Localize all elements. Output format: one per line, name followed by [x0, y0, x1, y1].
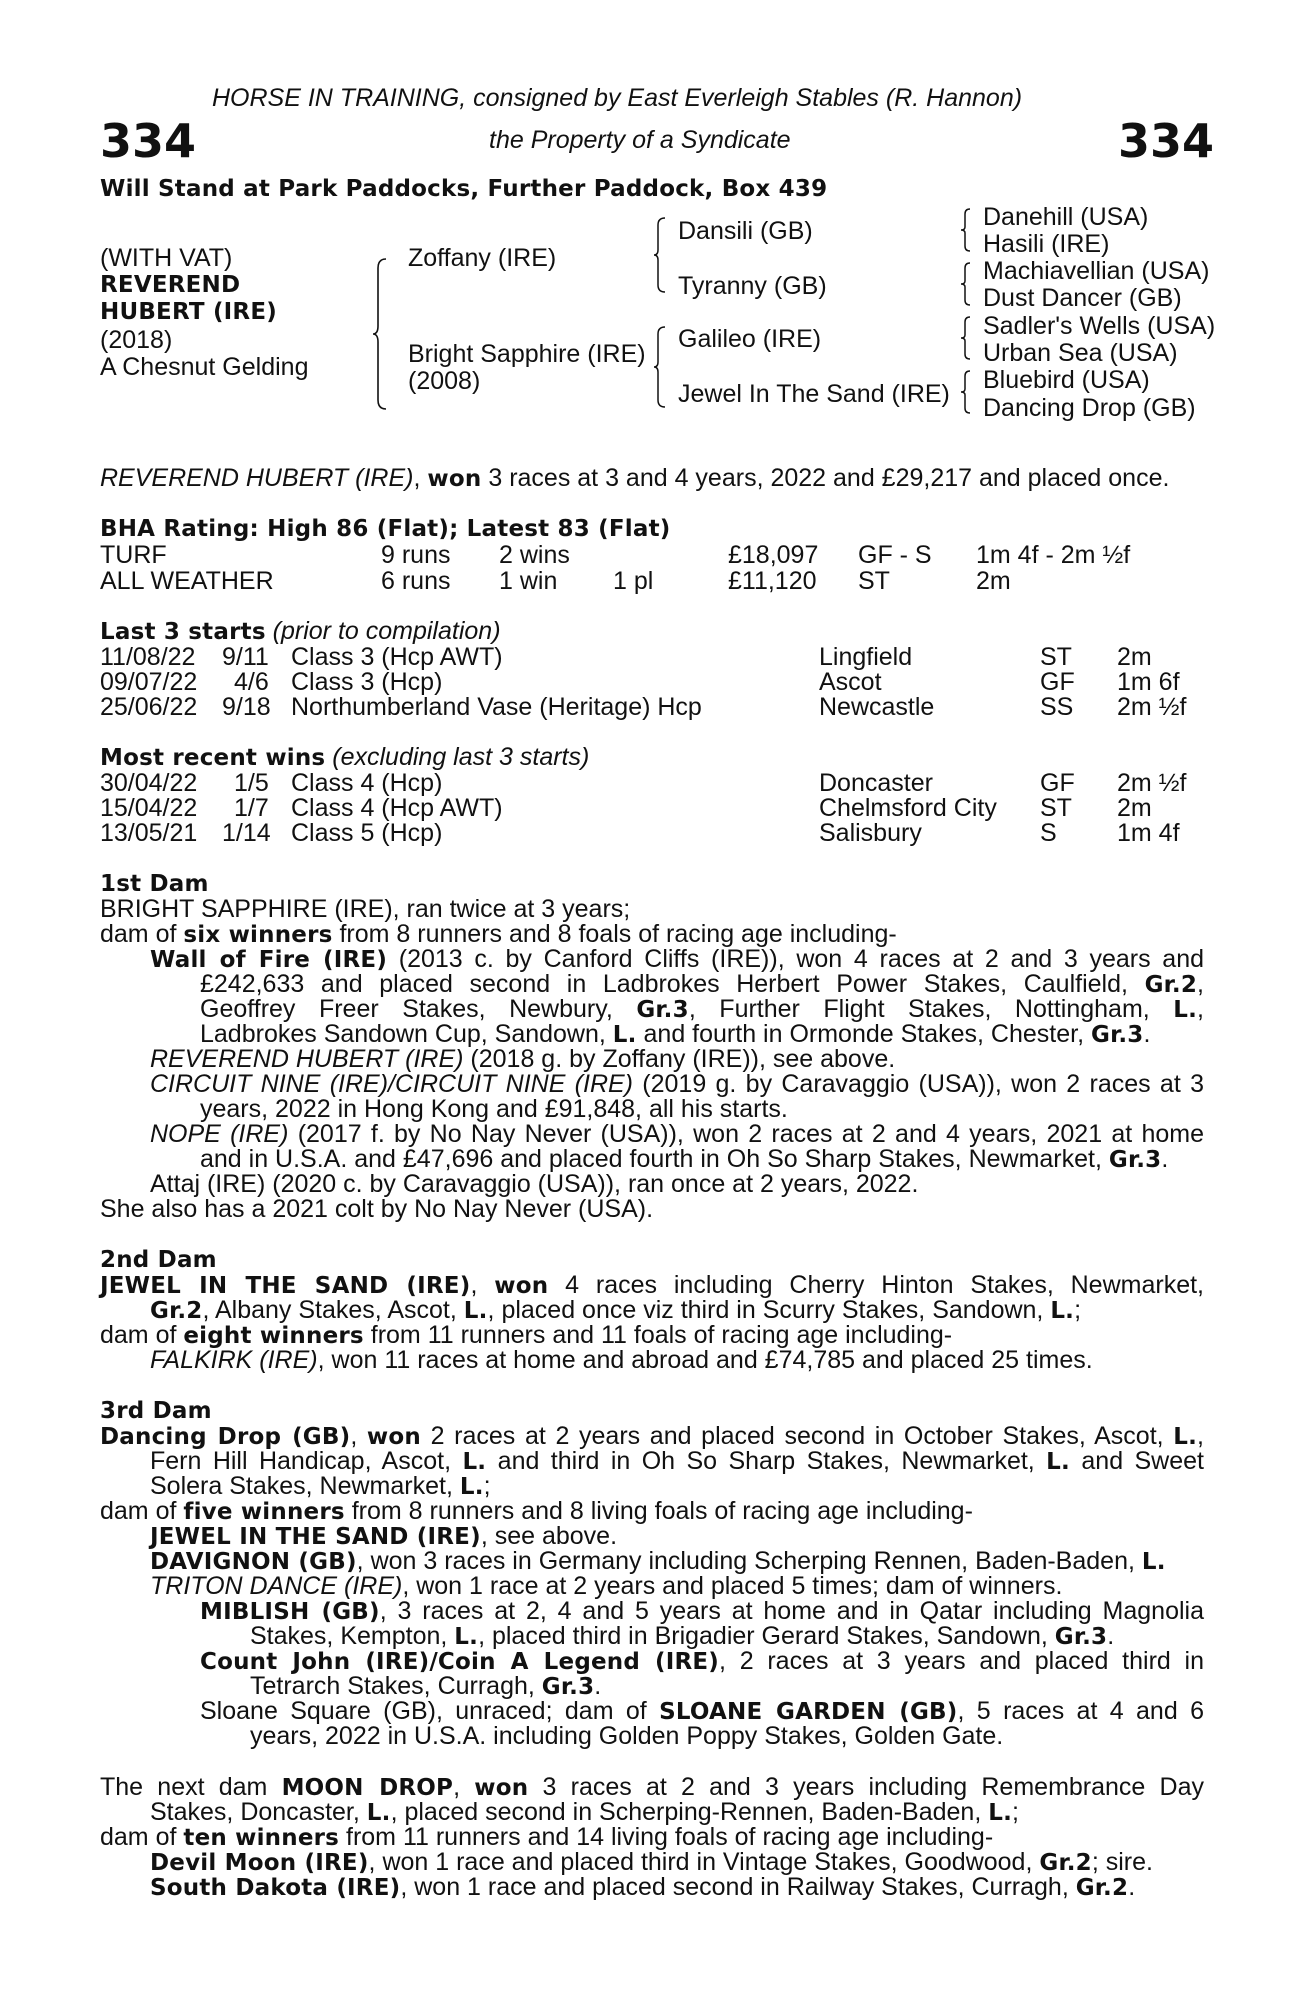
grade: Gr.3: [1091, 1022, 1144, 1048]
pedigree-dam-year: (2008): [408, 367, 481, 395]
text: (2019 g. by Caravaggio (USA)), won 2 races at 3: [633, 1070, 1204, 1098]
text: dam of: [100, 920, 184, 948]
text: dam of: [100, 1497, 184, 1525]
text: £242,633 and placed second in Ladbrokes Herbert Power Stakes, Caulfield,: [200, 970, 1145, 998]
text: ,: [1197, 970, 1204, 998]
text: .: [1161, 1145, 1169, 1173]
text: ; sire.: [1091, 1848, 1153, 1876]
rating-cell: GF - S: [858, 541, 932, 569]
horse-name-line1: REVEREND: [100, 272, 241, 298]
text: ;: [483, 1472, 491, 1500]
nextdam-southdakota: [150, 1875, 1204, 1901]
pedigree-dam: Bright Sapphire (IRE): [408, 340, 646, 368]
text: and in U.S.A. and £47,696 and placed fourth in Oh So Sharp Stakes, Newmarket,: [200, 1145, 1109, 1173]
progeny-name: Count John (IRE)/Coin A Legend (IRE): [200, 1649, 720, 1675]
rating-cell: 9 runs: [381, 541, 451, 569]
bha-rating-title: BHA Rating: High 86 (Flat); Latest 83 (Flat): [100, 516, 671, 542]
horse-year: (2018): [100, 326, 173, 354]
rating-cell: ALL WEATHER: [100, 567, 274, 595]
wins-pos: 1/14: [222, 819, 271, 847]
dam1-colt: She also has a 2021 colt by No Nay Never (USA).: [100, 1195, 654, 1223]
horse-description: A Chesnut Gelding: [100, 353, 309, 381]
listed: L.: [462, 1449, 487, 1475]
text: , won 1 race at 2 years and placed 5 times; dam of winners.: [402, 1572, 1063, 1600]
text: , placed once viz third in Scurry Stakes, Sandown,: [487, 1296, 1051, 1324]
text: , won 1 race and placed second in Railway Stakes, Curragh,: [400, 1873, 1076, 1901]
last3-course: Ascot: [819, 668, 882, 696]
text: (2013 c. by Canford Cliffs (IRE)), won 4 races at 2 and 3 years and: [387, 945, 1205, 973]
text: , won 3 races in Germany including Scherping Rennen, Baden-Baden,: [356, 1547, 1142, 1575]
progeny-name: NOPE (IRE): [150, 1120, 289, 1148]
wins-date: 30/04/22: [100, 769, 198, 797]
wins-race: Class 4 (Hcp): [291, 769, 443, 797]
dam-name: Dancing Drop (GB): [100, 1424, 351, 1450]
text: , 2 races at 3 years and placed third in: [719, 1647, 1204, 1675]
last3-date: 09/07/22: [100, 668, 198, 696]
wins-going: ST: [1040, 794, 1072, 822]
grade: Gr.3: [1054, 1624, 1108, 1650]
wins-heading: [100, 745, 589, 771]
text: The next dam: [100, 1773, 282, 1801]
listed: L.: [1046, 1449, 1070, 1475]
pedigree-ggs-7: Bluebird (USA): [983, 366, 1150, 394]
last3-going: ST: [1040, 643, 1072, 671]
last3-title: Last 3 starts: [100, 619, 266, 645]
grade: Gr.3: [541, 1674, 595, 1700]
grade: Gr.2: [1075, 1875, 1129, 1901]
wins-pos: 1/7: [234, 794, 269, 822]
wins-race: Class 4 (Hcp AWT): [291, 794, 503, 822]
listed: L.: [1141, 1549, 1166, 1575]
dam1-attaj: Attaj (IRE) (2020 c. by Caravaggio (USA)), ran once at 2 years, 2022.: [150, 1170, 919, 1198]
progeny-name: JEWEL IN THE SAND (IRE): [150, 1524, 481, 1550]
text: 4 races including Cherry Hinton Stakes, Newmarket,: [548, 1271, 1204, 1299]
last3-dist: 2m ½f: [1117, 693, 1187, 721]
listed: L.: [366, 1800, 391, 1826]
listed: L.: [1173, 997, 1198, 1023]
summary-detail: 3 races at 3 and 4 years, 2022 and £29,217 and placed once.: [481, 464, 1170, 492]
pedigree-ggs-2: Hasili (IRE): [983, 230, 1110, 258]
grade: Gr.2: [1039, 1850, 1092, 1876]
rating-cell: £18,097: [728, 541, 819, 569]
grade: Gr.3: [1108, 1147, 1162, 1173]
text: dam of: [100, 1823, 184, 1851]
dam-name: JEWEL IN THE SAND (IRE): [100, 1273, 471, 1299]
text: , Albany Stakes, Ascot,: [202, 1296, 464, 1324]
winners-count: six winners: [183, 922, 333, 948]
wins-date: 15/04/22: [100, 794, 198, 822]
dam2-title: 2nd Dam: [100, 1247, 217, 1273]
text: ;: [1074, 1296, 1082, 1324]
pedigree-sire: Zoffany (IRE): [408, 244, 557, 272]
pedigree-ggs-1: Danehill (USA): [983, 203, 1149, 231]
horse-name-line2: HUBERT (IRE): [100, 299, 277, 325]
won: won: [494, 1273, 549, 1299]
race-summary: [100, 466, 1204, 492]
progeny-name: TRITON DANCE (IRE): [150, 1572, 403, 1600]
text: Stakes, Doncaster,: [150, 1798, 367, 1826]
text: dam of: [100, 1321, 184, 1349]
pedigree-gs-2: Tyranny (GB): [678, 272, 827, 300]
listed: L.: [988, 1800, 1013, 1826]
pedigree-brace-ggs3: [960, 316, 972, 360]
lot-number-right: 334: [1118, 114, 1215, 168]
text: ,: [470, 1271, 495, 1299]
text: .: [594, 1672, 602, 1700]
text: Geoffrey Freer Stakes, Newbury,: [200, 995, 637, 1023]
lot-number-left: 334: [100, 114, 197, 168]
dam1-reverend: [150, 1047, 1204, 1072]
wins-dist: 1m 4f: [1117, 819, 1180, 847]
wins-pos: 1/5: [234, 769, 269, 797]
last3-course: Lingfield: [819, 643, 913, 671]
text: from 11 runners and 14 living foals of racing age including-: [339, 1823, 994, 1851]
wins-going: S: [1040, 819, 1057, 847]
pedigree-ggs-8: Dancing Drop (GB): [983, 394, 1196, 422]
wins-note: (excluding last 3 starts): [325, 743, 590, 771]
progeny-name: CIRCUIT NINE (IRE)/CIRCUIT NINE (IRE): [150, 1070, 633, 1098]
rating-cell: 1 win: [499, 567, 558, 595]
last3-race: Class 3 (Hcp): [291, 668, 443, 696]
dam1-circuit-line1: [150, 1072, 1204, 1097]
text: from 8 runners and 8 living foals of racing age including-: [344, 1497, 973, 1525]
text: from 8 runners and 8 foals of racing age including-: [332, 920, 897, 948]
winners-count: eight winners: [183, 1323, 364, 1349]
last3-dist: 1m 6f: [1117, 668, 1180, 696]
text: 3 races at 2 and 3 years including Remembrance Day: [528, 1773, 1204, 1801]
vat-note: (WITH VAT): [100, 244, 233, 272]
last3-pos: 9/11: [222, 643, 269, 671]
grade: Gr.2: [150, 1298, 203, 1324]
pedigree-ggs-6: Urban Sea (USA): [983, 339, 1178, 367]
text: ,: [1197, 1422, 1204, 1450]
pedigree-brace-ggs2: [960, 262, 972, 306]
pedigree-gs-1: Dansili (GB): [678, 217, 813, 245]
pedigree-brace-main: [372, 258, 388, 410]
text: .: [1128, 1873, 1136, 1901]
text: ,: [453, 1773, 475, 1801]
text: ;: [1012, 1798, 1019, 1826]
pedigree-ggs-4: Dust Dancer (GB): [983, 284, 1182, 312]
grade: Gr.2: [1144, 972, 1198, 998]
text: and third in Oh So Sharp Stakes, Newmarket,: [486, 1447, 1047, 1475]
text: Solera Stakes, Newmarket,: [150, 1472, 460, 1500]
summary-horse: REVEREND HUBERT (IRE): [100, 464, 414, 492]
text: Stakes, Kempton,: [250, 1622, 455, 1650]
text: and Sweet: [1069, 1447, 1204, 1475]
text: and fourth in Ormonde Stakes, Chester,: [636, 1020, 1091, 1048]
dam1-nope-line1: [150, 1122, 1204, 1147]
pedigree-gs-3: Galileo (IRE): [678, 325, 822, 353]
listed: L.: [1050, 1298, 1075, 1324]
rating-cell: 2m: [976, 567, 1011, 595]
dam1-line1: BRIGHT SAPPHIRE (IRE), ran twice at 3 years;: [100, 895, 631, 923]
dam1-circuit-line2: years, 2022 in Hong Kong and £91,848, all his starts.: [200, 1095, 788, 1123]
text: , 3 races at 2, 4 and 5 years at home and in Qatar including Magnolia: [379, 1597, 1204, 1625]
dam3-triton: [150, 1574, 1204, 1599]
progeny-name: Devil Moon (IRE): [150, 1850, 369, 1876]
text: Ladbrokes Sandown Cup, Sandown,: [200, 1020, 613, 1048]
text: from 11 runners and 11 foals of racing age including-: [363, 1321, 953, 1349]
last3-pos: 4/6: [234, 668, 269, 696]
last3-going: SS: [1040, 693, 1074, 721]
progeny-name: REVEREND HUBERT (IRE): [150, 1045, 464, 1073]
text: , Further Flight Stakes, Nottingham,: [688, 995, 1174, 1023]
dam3-line4: [100, 1499, 1204, 1525]
progeny-name: Wall of Fire (IRE): [150, 947, 388, 973]
won: won: [366, 1424, 421, 1450]
wins-course: Chelmsford City: [819, 794, 997, 822]
pedigree-brace-sire: [653, 217, 667, 293]
text: , 5 races at 4 and 6: [957, 1697, 1204, 1725]
rating-cell: ST: [858, 567, 890, 595]
pedigree-brace-ggs4: [960, 370, 972, 414]
rating-cell: 1 pl: [613, 567, 654, 595]
text: ,: [1197, 995, 1204, 1023]
wins-dist: 2m ½f: [1117, 769, 1187, 797]
pedigree-brace-ggs1: [960, 208, 972, 252]
rating-cell: 1m 4f - 2m ½f: [976, 541, 1131, 569]
header-line1: HORSE IN TRAINING, consigned by East Everleigh Stables (R. Hannon): [212, 84, 1023, 112]
last3-race: Northumberland Vase (Heritage) Hcp: [291, 693, 702, 721]
wins-date: 13/05/21: [100, 819, 198, 847]
won: won: [474, 1775, 529, 1801]
dam1-title: 1st Dam: [100, 871, 209, 897]
rating-cell: 2 wins: [499, 541, 570, 569]
text: (2017 f. by No Nay Never (USA)), won 2 races at 2 and 4 years, 2021 at home: [288, 1120, 1204, 1148]
text: .: [1107, 1622, 1115, 1650]
progeny-name: DAVIGNON (GB): [150, 1549, 357, 1575]
last3-pos: 9/18: [222, 693, 271, 721]
text: Sloane Square (GB), unraced; dam of: [200, 1697, 660, 1725]
text: , won 11 races at home and abroad and £74,785 and placed 25 times.: [317, 1346, 1093, 1374]
wins-dist: 2m: [1117, 794, 1152, 822]
last3-date: 11/08/22: [100, 643, 196, 671]
progeny-name: South Dakota (IRE): [150, 1875, 401, 1901]
progeny-name: FALKIRK (IRE): [150, 1346, 318, 1374]
listed: L.: [1173, 1424, 1198, 1450]
rating-cell: £11,120: [728, 567, 817, 595]
summary-won: won: [427, 466, 482, 492]
dam3-title: 3rd Dam: [100, 1398, 212, 1424]
wins-course: Salisbury: [819, 819, 922, 847]
text: (2018 g. by Zoffany (IRE)), see above.: [463, 1045, 896, 1073]
progeny-name: SLOANE GARDEN (GB): [659, 1699, 958, 1725]
wins-race: Class 5 (Hcp): [291, 819, 443, 847]
stand-location: Will Stand at Park Paddocks, Further Paddock, Box 439: [100, 176, 828, 202]
text: , placed third in Brigadier Gerard Stakes, Sandown,: [478, 1622, 1055, 1650]
text: , won 1 race and placed third in Vintage Stakes, Goodwood,: [368, 1848, 1040, 1876]
dam2-line4: [150, 1348, 1204, 1373]
text: .: [1143, 1020, 1151, 1048]
text: , placed second in Scherping-Rennen, Baden-Baden,: [390, 1798, 989, 1826]
last3-race: Class 3 (Hcp AWT): [291, 643, 503, 671]
pedigree-brace-dam: [653, 326, 667, 408]
pedigree-ggs-3: Machiavellian (USA): [983, 257, 1210, 285]
listed: L.: [463, 1298, 488, 1324]
last3-course: Newcastle: [819, 693, 935, 721]
grade: Gr.3: [636, 997, 689, 1023]
text: , see above.: [480, 1522, 618, 1550]
summary-sep: ,: [413, 464, 428, 492]
dam-name: MOON DROP: [281, 1775, 454, 1801]
rating-cell: 6 runs: [381, 567, 451, 595]
last3-going: GF: [1040, 668, 1075, 696]
pedigree-ggs-5: Sadler's Wells (USA): [983, 312, 1216, 340]
pedigree-gs-4: Jewel In The Sand (IRE): [678, 380, 950, 408]
text: ,: [350, 1422, 367, 1450]
rating-cell: TURF: [100, 541, 167, 569]
listed: L.: [459, 1474, 484, 1500]
listed: L.: [454, 1624, 479, 1650]
last3-heading: [100, 619, 501, 645]
text: Tetrarch Stakes, Curragh,: [250, 1672, 542, 1700]
wins-title: Most recent wins: [100, 745, 326, 771]
last3-date: 25/06/22: [100, 693, 198, 721]
listed: L.: [612, 1022, 637, 1048]
last3-note: (prior to compilation): [265, 617, 501, 645]
winners-count: five winners: [183, 1499, 345, 1525]
dam3-sloane-line2: years, 2022 in U.S.A. including Golden Poppy Stakes, Golden Gate.: [250, 1722, 1004, 1750]
text: 2 races at 2 years and placed second in October Stakes, Ascot,: [420, 1422, 1174, 1450]
wins-going: GF: [1040, 769, 1075, 797]
progeny-name: MIBLISH (GB): [200, 1599, 380, 1625]
winners-count: ten winners: [183, 1825, 340, 1851]
last3-dist: 2m: [1117, 643, 1152, 671]
header-line2: the Property of a Syndicate: [489, 126, 791, 154]
wins-course: Doncaster: [819, 769, 933, 797]
text: Fern Hill Handicap, Ascot,: [150, 1447, 463, 1475]
